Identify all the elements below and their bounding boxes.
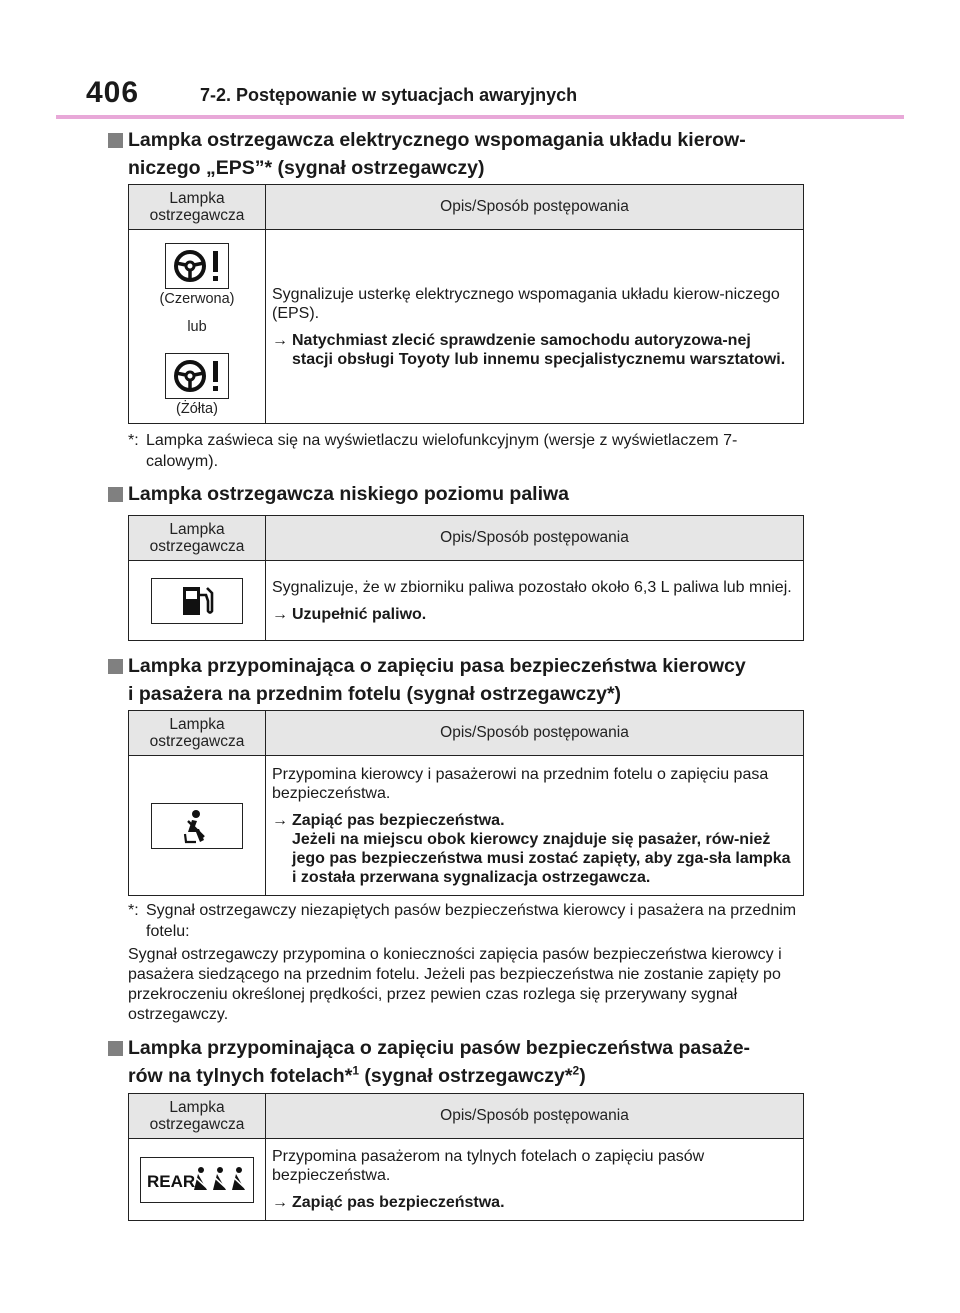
table-header-row [129,1094,804,1139]
footnote-eps [128,430,808,472]
section-title-line [128,1062,808,1090]
footnote-seatbelt [128,900,808,942]
section-title-seatbelt-front [128,652,808,708]
eps-yellow-warning-icon [165,353,229,399]
title-text: rów na tylnych fotelach* [128,1065,353,1087]
arrow-icon: → [272,1194,288,1211]
section-bullet-icon [108,133,123,148]
action-label: Natychmiast zlecić sprawdzenie samochodu autoryzowa-nej stacji obsługi Toyoty lub innemu specjalistycznemu warsztatowi. [292,331,786,368]
footnote-mark: *: [128,902,139,919]
section-title-eps [128,126,808,182]
section-title-line: Lampka przypominająca o zapięciu pasa bezpieczeństwa kierowcy [128,655,746,677]
seatbelt-paragraph: Sygnał ostrzegawczy przypomina o konieczności zapięcia pasów bezpieczeństwa kierowcy i pasażera siedzącego na przednim fotelu. Jeżeli pas bezpieczeństwa nie zostanie zapięty po przekroczeniu określonej prędkości, przez pewien czas rozlega się przerywany sygnał ostrzegawczy. [128,946,782,1023]
rear-seatbelt-icon [140,1157,254,1203]
icon-cell [129,561,266,641]
arrow-icon: → [272,811,288,829]
section-bullet-icon [108,1041,123,1056]
section-title-line: niczego „EPS”* (sygnał ostrzegawczy) [128,157,485,179]
seatbelt-front-warning-table [128,710,804,896]
table-header-description: Opis/Sposób postępowania [266,185,804,230]
table-header-lamp: Lampka ostrzegawcza [129,711,266,756]
page-number: 406 [86,76,140,109]
description-cell [266,1139,804,1221]
footnote-text: Sygnał ostrzegawczy niezapiętych pasów bezpieczeństwa kierowcy i pasażera na przednim fotelu: [146,902,797,940]
table-header-row [129,516,804,561]
arrow-icon: → [272,605,288,623]
action-label: Uzupełnić paliwo. [292,605,427,623]
action-text [272,331,793,369]
description-text: Sygnalizuje usterkę elektrycznego wspomagania układu kierow-niczego (EPS). [272,285,780,322]
fuel-warning-table [128,515,804,641]
icon-or-label: lub [187,318,207,335]
table-header-lamp: Lampka ostrzegawcza [129,185,266,230]
description-cell [266,230,804,424]
table-header-row [129,711,804,756]
section-title-fuel [128,480,808,508]
seatbelt-icon [151,803,243,849]
icon-cell [129,230,266,424]
table-header-description: Opis/Sposób postępowania [266,1094,804,1139]
table-row [129,1139,804,1221]
page-header [86,76,906,116]
section-title-seatbelt-rear [128,1034,808,1090]
footnote-mark: *: [128,432,139,449]
table-row [129,230,804,424]
table-header-lamp: Lampka ostrzegawcza [129,516,266,561]
section-title-line: Lampka ostrzegawcza elektrycznego wspomagania układu kierow- [128,129,746,151]
section-title-line: i pasażera na przednim fotelu (sygnał ostrzegawczy*) [128,683,622,705]
icon-cell [129,756,266,896]
title-text: ) [579,1065,586,1087]
table-header-description: Opis/Sposób postępowania [266,516,804,561]
action-text [272,1193,793,1212]
description-text: Sygnalizuje, że w zbiorniku paliwa pozostało około 6,3 L paliwa lub mniej. [272,578,792,596]
description-text: Przypomina kierowcy i pasażerowi na przednim fotelu o zapięciu pasa bezpieczeństwa. [272,765,769,802]
eps-red-warning-icon [165,243,229,289]
rear-icon-text: REAR [147,1171,196,1191]
footnote-ref: 2 [572,1063,580,1078]
fuel-pump-icon [151,578,243,624]
section-bullet-icon [108,659,123,674]
icon-label-yellow: (Żółta) [176,400,218,417]
footnote-text: Lampka zaświeca się na wyświetlaczu wielofunkcyjnym (wersje z wyświetlaczem 7-calowym). [146,432,738,470]
chapter-title: 7-2. Postępowanie w sytuacjach awaryjnych [200,85,578,105]
table-header-lamp: Lampka ostrzegawcza [129,1094,266,1139]
section-bullet-icon [108,487,123,502]
footnote-ref: 1 [352,1063,359,1078]
arrow-icon: → [272,331,288,349]
table-row [129,756,804,896]
action-label: Zapiąć pas bezpieczeństwa. [292,811,505,829]
title-text: (sygnał ostrzegawczy* [359,1065,573,1087]
table-row [129,561,804,641]
description-text: Przypomina pasażerom na tylnych fotelach o zapięciu pasów bezpieczeństwa. [272,1148,705,1184]
table-header-row [129,185,804,230]
table-header-description: Opis/Sposób postępowania [266,711,804,756]
action-label: Zapiąć pas bezpieczeństwa. [292,1194,505,1211]
icon-cell [129,1139,266,1221]
header-rule [56,115,904,119]
section-title-line: Lampka ostrzegawcza niskiego poziomu paliwa [128,483,570,505]
description-cell [266,756,804,896]
action-text [272,605,793,624]
eps-warning-table [128,184,804,424]
action-text [272,811,793,887]
section-title-line: Lampka przypominająca o zapięciu pasów bezpieczeństwa pasaże- [128,1037,751,1059]
description-cell [266,561,804,641]
seatbelt-rear-warning-table [128,1093,804,1221]
action-detail: Jeżeli na miejscu obok kierowcy znajduje się pasażer, rów-nież jego pas bezpieczeństwa musi zostać zapięty, aby zga-sła lampka i została przerwana sygnalizacja ostrzegawcza. [292,830,791,886]
icon-label-red: (Czerwona) [159,290,235,307]
